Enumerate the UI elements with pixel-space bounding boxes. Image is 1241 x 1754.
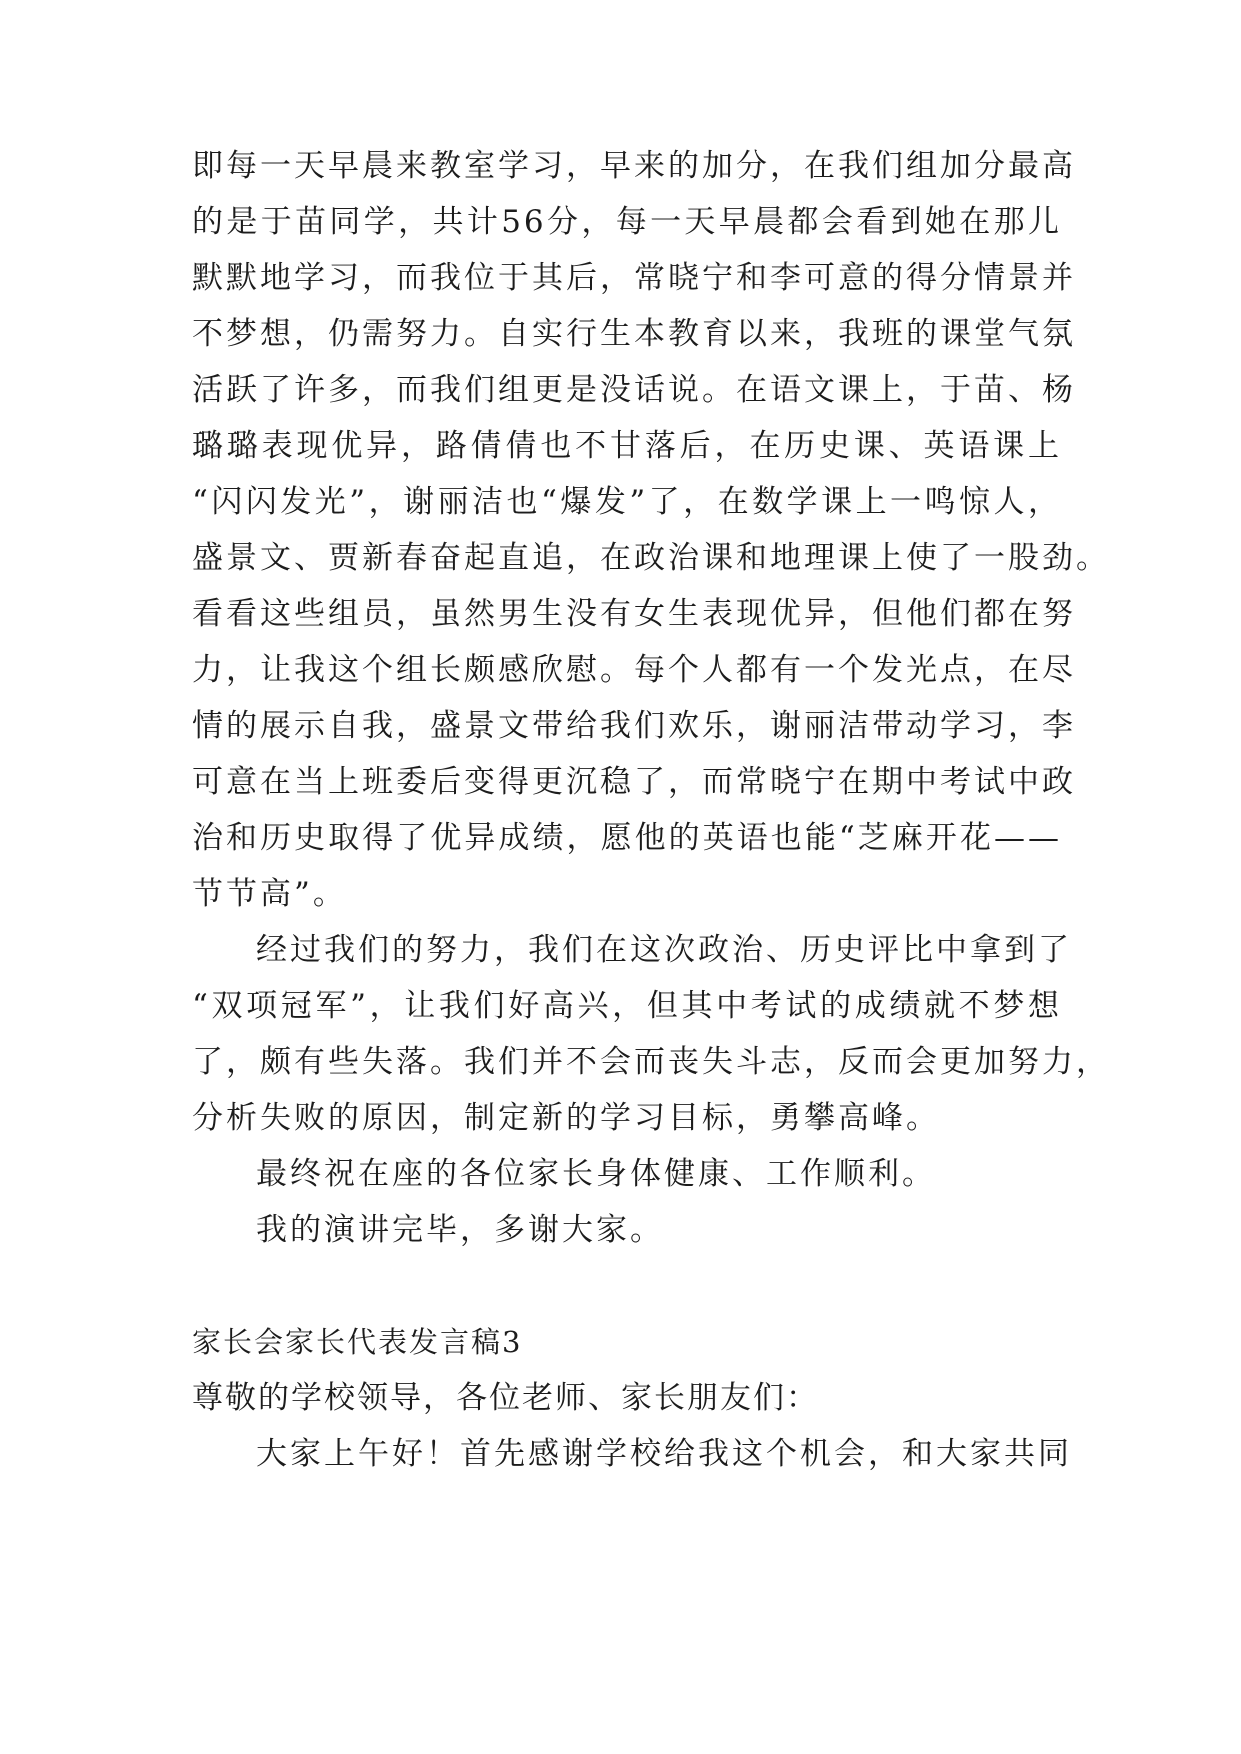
paragraph-2-line-3: 了，颇有些失落。我们并不会而丧失斗志，反而会更加努力，: [192, 1044, 1110, 1080]
paragraph-4: 我的演讲完毕，多谢大家。: [256, 1212, 664, 1248]
paragraph-1-line-12: 可意在当上班委后变得更沉稳了，而常晓宁在期中考试中政: [192, 764, 1076, 800]
paragraph-3: 最终祝在座的各位家长身体健康、工作顺利。: [256, 1156, 936, 1192]
paragraph-1-line-10: 力，让我这个组长颇感欣慰。每个人都有一个发光点，在尽: [192, 652, 1076, 688]
paragraph-1-line-5: 活跃了许多，而我们组更是没话说。在语文课上，于苗、杨: [192, 372, 1076, 408]
paragraph-1-line-8: 盛景文、贾新春奋起直追，在政治课和地理课上使了一股劲。: [192, 540, 1110, 576]
paragraph-1-line-11: 情的展示自我，盛景文带给我们欢乐，谢丽洁带动学习，李: [192, 708, 1076, 744]
paragraph-1-line-13: 治和历史取得了优异成绩，愿他的英语也能“芝麻开花——: [192, 820, 1062, 856]
paragraph-1-line-1: 即每一天早晨来教室学习，早来的加分，在我们组加分最高: [192, 148, 1076, 184]
paragraph-1-line-7: “闪闪发光”，谢丽洁也“爆发”了，在数学课上一鸣惊人，: [192, 484, 1062, 520]
paragraph-2-line-4: 分析失败的原因，制定新的学习目标，勇攀高峰。: [192, 1100, 940, 1136]
paragraph-1-line-6: 璐璐表现优异，路倩倩也不甘落后，在历史课、英语课上: [192, 428, 1062, 464]
paragraph-1-line-3: 默默地学习，而我位于其后，常晓宁和李可意的得分情景并: [192, 260, 1076, 296]
paragraph-1-line-2: 的是于苗同学，共计56分，每一天早晨都会看到她在那儿: [192, 204, 1062, 240]
salutation: 尊敬的学校领导，各位老师、家长朋友们：: [192, 1380, 819, 1416]
section-title: 家长会家长代表发言稿3: [192, 1325, 523, 1359]
paragraph-2-line-1: 经过我们的努力，我们在这次政治、历史评比中拿到了: [256, 932, 1072, 968]
paragraph-1-line-14: 节节高”。: [192, 876, 347, 912]
paragraph-5-line-1: 大家上午好！首先感谢学校给我这个机会，和大家共同: [256, 1436, 1072, 1472]
paragraph-2-line-2: “双项冠军”，让我们好高兴，但其中考试的成绩就不梦想: [192, 988, 1062, 1024]
paragraph-1-line-4: 不梦想，仍需努力。自实行生本教育以来，我班的课堂气氛: [192, 316, 1076, 352]
paragraph-1-line-9: 看看这些组员，虽然男生没有女生表现优异，但他们都在努: [192, 596, 1076, 632]
